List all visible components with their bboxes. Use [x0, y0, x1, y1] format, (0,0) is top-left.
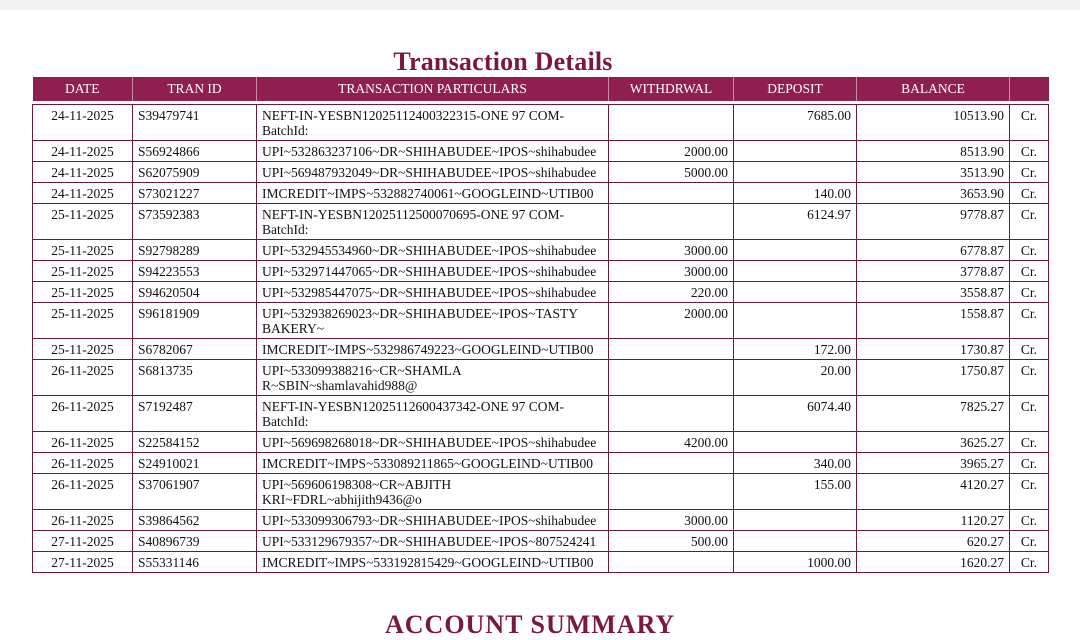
table-row [33, 360, 1049, 396]
table-row [33, 183, 1049, 204]
cell-deposit: 20.00 [734, 360, 857, 396]
table-row [33, 162, 1049, 183]
cell-particulars [257, 531, 609, 552]
cell-cr-dr: Cr. [1010, 510, 1049, 531]
cell-date: 26-11-2025 [33, 474, 133, 510]
cell-withdrawal [609, 453, 734, 474]
table-row [33, 453, 1049, 474]
cell-deposit [734, 432, 857, 453]
cell-withdrawal [609, 396, 734, 432]
cell-balance: 3653.90 [857, 183, 1010, 204]
particulars-line: UPI~533129679357~DR~SHIHABUDEE~IPOS~807524241 [262, 534, 597, 549]
particulars-line: BatchId: [262, 414, 309, 429]
table-row [33, 261, 1049, 282]
table-body [33, 101, 1049, 573]
particulars-line: UPI~532938269023~DR~SHIHABUDEE~IPOS~TASTY [262, 306, 578, 321]
cell-tran-id: S24910021 [133, 453, 257, 474]
cell-date: 26-11-2025 [33, 432, 133, 453]
cell-particulars [257, 162, 609, 183]
particulars-line: IMCREDIT~IMPS~532882740061~GOOGLEIND~UTIB00 [262, 186, 594, 201]
cell-balance: 3778.87 [857, 261, 1010, 282]
cell-particulars [257, 453, 609, 474]
cell-deposit [734, 141, 857, 162]
cell-deposit [734, 531, 857, 552]
cell-cr-dr: Cr. [1010, 261, 1049, 282]
cell-deposit: 7685.00 [734, 105, 857, 141]
cell-withdrawal: 3000.00 [609, 240, 734, 261]
cell-deposit: 140.00 [734, 183, 857, 204]
cell-withdrawal [609, 552, 734, 573]
cell-withdrawal: 3000.00 [609, 261, 734, 282]
particulars-line: UPI~569698268018~DR~SHIHABUDEE~IPOS~shihabudee [262, 435, 597, 450]
cell-tran-id: S94223553 [133, 261, 257, 282]
transaction-table [32, 77, 1049, 573]
table-row [33, 552, 1049, 573]
cell-balance: 1750.87 [857, 360, 1010, 396]
cell-tran-id: S92798289 [133, 240, 257, 261]
cell-tran-id: S40896739 [133, 531, 257, 552]
cell-balance: 3625.27 [857, 432, 1010, 453]
table-row [33, 204, 1049, 240]
column-header-date: DATE [33, 77, 133, 101]
table-row [33, 105, 1049, 141]
cell-date: 26-11-2025 [33, 360, 133, 396]
particulars-line: NEFT-IN-YESBN12025112500070695-ONE 97 COM- [262, 207, 564, 222]
cell-balance: 620.27 [857, 531, 1010, 552]
cell-date: 24-11-2025 [33, 105, 133, 141]
cell-particulars [257, 552, 609, 573]
cell-cr-dr: Cr. [1010, 105, 1049, 141]
particulars-line: BatchId: [262, 123, 309, 138]
particulars-line: UPI~532971447065~DR~SHIHABUDEE~IPOS~shihabudee [262, 264, 597, 279]
particulars-line: UPI~569487932049~DR~SHIHABUDEE~IPOS~shihabudee [262, 165, 597, 180]
cell-withdrawal: 500.00 [609, 531, 734, 552]
cell-particulars [257, 396, 609, 432]
table-row [33, 510, 1049, 531]
cell-balance: 3965.27 [857, 453, 1010, 474]
cell-deposit [734, 240, 857, 261]
cell-withdrawal [609, 183, 734, 204]
cell-date: 25-11-2025 [33, 282, 133, 303]
table-row [33, 474, 1049, 510]
table-header-row [33, 77, 1049, 101]
cell-cr-dr: Cr. [1010, 162, 1049, 183]
cell-balance: 9778.87 [857, 204, 1010, 240]
cell-balance: 1620.27 [857, 552, 1010, 573]
cell-tran-id: S94620504 [133, 282, 257, 303]
particulars-line: IMCREDIT~IMPS~533089211865~GOOGLEIND~UTIB00 [262, 456, 593, 471]
table-row [33, 531, 1049, 552]
cell-particulars [257, 510, 609, 531]
cell-withdrawal [609, 105, 734, 141]
cell-particulars [257, 240, 609, 261]
particulars-line: NEFT-IN-YESBN12025112400322315-ONE 97 COM- [262, 108, 564, 123]
cell-particulars [257, 261, 609, 282]
cell-cr-dr: Cr. [1010, 240, 1049, 261]
cell-cr-dr: Cr. [1010, 531, 1049, 552]
cell-date: 24-11-2025 [33, 141, 133, 162]
table-row [33, 339, 1049, 360]
cell-balance: 1730.87 [857, 339, 1010, 360]
cell-particulars [257, 339, 609, 360]
cell-cr-dr: Cr. [1010, 432, 1049, 453]
particulars-line: R~SBIN~shamlavahid988@ [262, 378, 418, 393]
cell-tran-id: S6813735 [133, 360, 257, 396]
cell-particulars [257, 204, 609, 240]
cell-tran-id: S22584152 [133, 432, 257, 453]
cell-particulars [257, 474, 609, 510]
particulars-line: UPI~569606198308~CR~ABJITH [262, 477, 452, 492]
cell-date: 25-11-2025 [33, 339, 133, 360]
cell-tran-id: S73592383 [133, 204, 257, 240]
cell-cr-dr: Cr. [1010, 396, 1049, 432]
particulars-line: IMCREDIT~IMPS~532986749223~GOOGLEIND~UTIB00 [262, 342, 594, 357]
cell-particulars [257, 105, 609, 141]
particulars-line: NEFT-IN-YESBN12025112600437342-ONE 97 COM- [262, 399, 564, 414]
cell-deposit: 172.00 [734, 339, 857, 360]
cell-date: 27-11-2025 [33, 531, 133, 552]
cell-deposit: 155.00 [734, 474, 857, 510]
particulars-line: IMCREDIT~IMPS~533192815429~GOOGLEIND~UTIB00 [262, 555, 594, 570]
cell-tran-id: S39479741 [133, 105, 257, 141]
particulars-line: BatchId: [262, 222, 309, 237]
column-header-balance: BALANCE [857, 77, 1010, 101]
cell-withdrawal [609, 339, 734, 360]
cell-cr-dr: Cr. [1010, 183, 1049, 204]
cell-withdrawal: 3000.00 [609, 510, 734, 531]
column-header-tran-id: TRAN ID [133, 77, 257, 101]
cell-withdrawal: 2000.00 [609, 141, 734, 162]
cell-date: 25-11-2025 [33, 261, 133, 282]
column-header-crdr [1010, 77, 1049, 101]
cell-date: 24-11-2025 [33, 162, 133, 183]
table-row [33, 282, 1049, 303]
cell-particulars [257, 183, 609, 204]
cell-withdrawal: 5000.00 [609, 162, 734, 183]
table-row [33, 396, 1049, 432]
cell-cr-dr: Cr. [1010, 303, 1049, 339]
cell-balance: 6778.87 [857, 240, 1010, 261]
cell-cr-dr: Cr. [1010, 360, 1049, 396]
cell-tran-id: S56924866 [133, 141, 257, 162]
cell-deposit [734, 510, 857, 531]
cell-withdrawal [609, 204, 734, 240]
cell-deposit [734, 282, 857, 303]
cell-balance: 4120.27 [857, 474, 1010, 510]
cell-deposit: 1000.00 [734, 552, 857, 573]
cell-particulars [257, 141, 609, 162]
cell-balance: 8513.90 [857, 141, 1010, 162]
cell-tran-id: S62075909 [133, 162, 257, 183]
cell-cr-dr: Cr. [1010, 141, 1049, 162]
cell-date: 25-11-2025 [33, 303, 133, 339]
cell-cr-dr: Cr. [1010, 453, 1049, 474]
cell-date: 24-11-2025 [33, 183, 133, 204]
cell-tran-id: S6782067 [133, 339, 257, 360]
cell-date: 26-11-2025 [33, 396, 133, 432]
cell-deposit [734, 261, 857, 282]
cell-tran-id: S7192487 [133, 396, 257, 432]
cell-particulars [257, 360, 609, 396]
cell-withdrawal [609, 474, 734, 510]
cell-withdrawal: 220.00 [609, 282, 734, 303]
cell-balance: 3558.87 [857, 282, 1010, 303]
cell-withdrawal: 2000.00 [609, 303, 734, 339]
column-header-deposit: DEPOSIT [734, 77, 857, 101]
cell-tran-id: S73021227 [133, 183, 257, 204]
cell-cr-dr: Cr. [1010, 552, 1049, 573]
cell-date: 26-11-2025 [33, 453, 133, 474]
cell-cr-dr: Cr. [1010, 282, 1049, 303]
column-header-particulars: TRANSACTION PARTICULARS [257, 77, 609, 101]
page-title: Transaction Details [393, 47, 613, 76]
cell-deposit: 6074.40 [734, 396, 857, 432]
top-bar [0, 0, 1080, 10]
particulars-line: KRI~FDRL~abhijith9436@o [262, 492, 422, 507]
particulars-line: BAKERY~ [262, 321, 325, 336]
cell-cr-dr: Cr. [1010, 339, 1049, 360]
table-row [33, 303, 1049, 339]
cell-particulars [257, 432, 609, 453]
particulars-line: UPI~533099306793~DR~SHIHABUDEE~IPOS~shihabudee [262, 513, 597, 528]
cell-deposit [734, 162, 857, 183]
cell-date: 25-11-2025 [33, 204, 133, 240]
table-row [33, 432, 1049, 453]
cell-tran-id: S96181909 [133, 303, 257, 339]
particulars-line: UPI~533099388216~CR~SHAMLA [262, 363, 462, 378]
cell-tran-id: S37061907 [133, 474, 257, 510]
cell-balance: 3513.90 [857, 162, 1010, 183]
cell-cr-dr: Cr. [1010, 474, 1049, 510]
cell-date: 27-11-2025 [33, 552, 133, 573]
cell-balance: 7825.27 [857, 396, 1010, 432]
table-row [33, 240, 1049, 261]
cell-cr-dr: Cr. [1010, 204, 1049, 240]
cell-tran-id: S55331146 [133, 552, 257, 573]
column-header-withdrawal: WITHDRWAL [609, 77, 734, 101]
particulars-line: UPI~532985447075~DR~SHIHABUDEE~IPOS~shihabudee [262, 285, 597, 300]
cell-balance: 10513.90 [857, 105, 1010, 141]
particulars-line: UPI~532863237106~DR~SHIHABUDEE~IPOS~shihabudee [262, 144, 597, 159]
cell-withdrawal: 4200.00 [609, 432, 734, 453]
cell-deposit: 340.00 [734, 453, 857, 474]
cell-balance: 1120.27 [857, 510, 1010, 531]
cell-tran-id: S39864562 [133, 510, 257, 531]
particulars-line: UPI~532945534960~DR~SHIHABUDEE~IPOS~shihabudee [262, 243, 597, 258]
cell-balance: 1558.87 [857, 303, 1010, 339]
cell-date: 25-11-2025 [33, 240, 133, 261]
account-summary-heading: ACCOUNT SUMMARY [385, 610, 676, 639]
cell-deposit: 6124.97 [734, 204, 857, 240]
table-row [33, 141, 1049, 162]
cell-withdrawal [609, 360, 734, 396]
cell-date: 26-11-2025 [33, 510, 133, 531]
cell-particulars [257, 282, 609, 303]
cell-deposit [734, 303, 857, 339]
cell-particulars [257, 303, 609, 339]
